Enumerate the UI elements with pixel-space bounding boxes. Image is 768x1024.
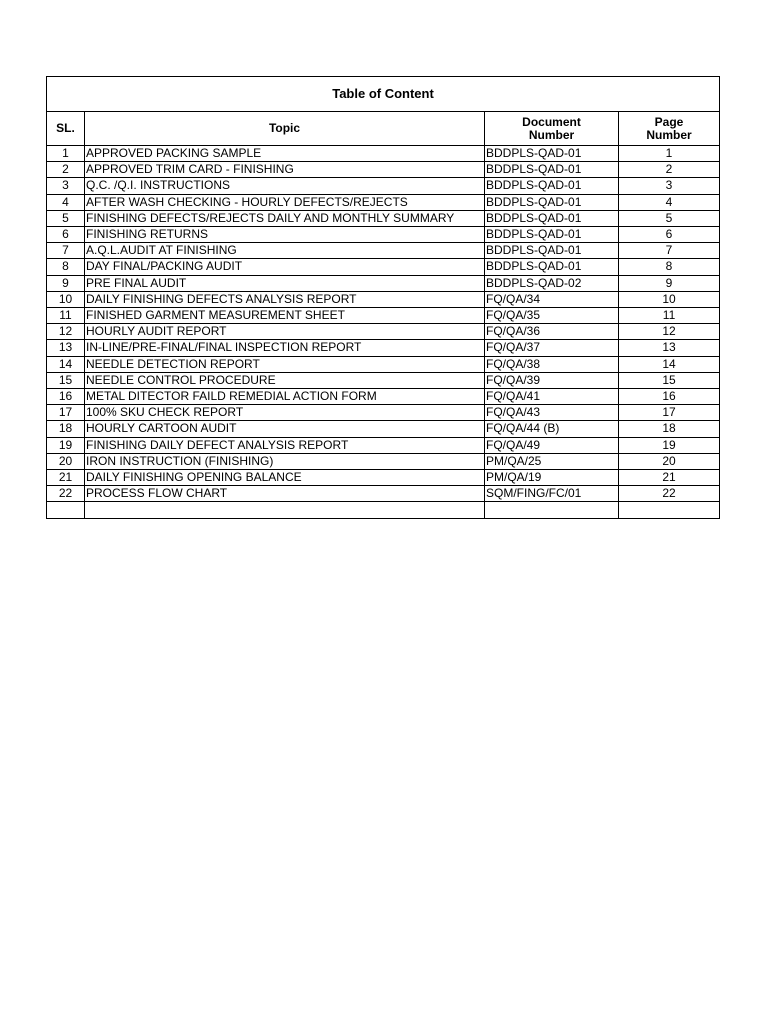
row-document-number: BDDPLS-QAD-01 (485, 146, 619, 162)
table-row (47, 324, 720, 340)
row-topic: A.Q.L.AUDIT AT FINISHING (85, 243, 485, 259)
row-page-number: 13 (619, 340, 720, 356)
row-topic: NEEDLE CONTROL PROCEDURE (85, 372, 485, 388)
row-topic: DAILY FINISHING DEFECTS ANALYSIS REPORT (85, 291, 485, 307)
row-sl: 15 (47, 372, 85, 388)
table-row (47, 308, 720, 324)
row-topic: IN-LINE/PRE-FINAL/FINAL INSPECTION REPORT (85, 340, 485, 356)
row-document-number: BDDPLS-QAD-02 (485, 275, 619, 291)
row-sl: 4 (47, 194, 85, 210)
header-page-line2: Number (646, 127, 692, 142)
row-page-number: 22 (619, 486, 720, 502)
row-document-number: FQ/QA/39 (485, 372, 619, 388)
table-row (47, 259, 720, 275)
row-page-number: 1 (619, 146, 720, 162)
row-page-number: 10 (619, 291, 720, 307)
table-row (47, 194, 720, 210)
row-document-number: BDDPLS-QAD-01 (485, 178, 619, 194)
row-page-number: 15 (619, 372, 720, 388)
row-sl: 17 (47, 405, 85, 421)
empty-cell (85, 502, 485, 519)
row-document-number: FQ/QA/43 (485, 405, 619, 421)
row-document-number: FQ/QA/37 (485, 340, 619, 356)
table-row (47, 453, 720, 469)
row-page-number: 12 (619, 324, 720, 340)
row-sl: 5 (47, 210, 85, 226)
row-sl: 10 (47, 291, 85, 307)
empty-cell (619, 502, 720, 519)
row-sl: 3 (47, 178, 85, 194)
row-topic: 100% SKU CHECK REPORT (85, 405, 485, 421)
row-topic: APPROVED TRIM CARD - FINISHING (85, 162, 485, 178)
row-topic: FINISHED GARMENT MEASUREMENT SHEET (85, 308, 485, 324)
table-row (47, 356, 720, 372)
header-document-line2: Number (528, 127, 575, 142)
row-page-number: 7 (619, 243, 720, 259)
row-document-number: PM/QA/19 (485, 470, 619, 486)
header-document-line1: Document (522, 114, 581, 129)
table-row (47, 486, 720, 502)
row-topic: PRE FINAL AUDIT (85, 275, 485, 291)
row-document-number: FQ/QA/36 (485, 324, 619, 340)
row-document-number: BDDPLS-QAD-01 (485, 227, 619, 243)
table-row (47, 372, 720, 388)
table-body (47, 146, 720, 519)
table-row (47, 210, 720, 226)
row-page-number: 3 (619, 178, 720, 194)
row-topic: HOURLY AUDIT REPORT (85, 324, 485, 340)
row-topic: METAL DITECTOR FAILD REMEDIAL ACTION FORM (85, 389, 485, 405)
table-row (47, 405, 720, 421)
row-page-number: 5 (619, 210, 720, 226)
table-row (47, 243, 720, 259)
table-row (47, 389, 720, 405)
row-topic: Q.C. /Q.I. INSTRUCTIONS (85, 178, 485, 194)
table-row (47, 291, 720, 307)
table-row (47, 162, 720, 178)
row-page-number: 6 (619, 227, 720, 243)
row-document-number: FQ/QA/35 (485, 308, 619, 324)
row-sl: 14 (47, 356, 85, 372)
row-sl: 2 (47, 162, 85, 178)
row-sl: 22 (47, 486, 85, 502)
row-page-number: 18 (619, 421, 720, 437)
row-page-number: 4 (619, 194, 720, 210)
row-topic: NEEDLE DETECTION REPORT (85, 356, 485, 372)
table-row (47, 421, 720, 437)
row-page-number: 11 (619, 308, 720, 324)
empty-row (47, 502, 720, 519)
row-topic: DAILY FINISHING OPENING BALANCE (85, 470, 485, 486)
row-document-number: FQ/QA/38 (485, 356, 619, 372)
row-page-number: 14 (619, 356, 720, 372)
row-topic: HOURLY CARTOON AUDIT (85, 421, 485, 437)
row-sl: 9 (47, 275, 85, 291)
row-topic: DAY FINAL/PACKING AUDIT (85, 259, 485, 275)
table-row (47, 470, 720, 486)
header-page-number (619, 112, 720, 146)
row-topic: APPROVED PACKING SAMPLE (85, 146, 485, 162)
row-sl: 7 (47, 243, 85, 259)
row-topic: AFTER WASH CHECKING - HOURLY DEFECTS/REJECTS (85, 194, 485, 210)
row-sl: 21 (47, 470, 85, 486)
row-page-number: 16 (619, 389, 720, 405)
row-document-number: PM/QA/25 (485, 453, 619, 469)
row-page-number: 21 (619, 470, 720, 486)
table-row (47, 227, 720, 243)
header-sl: SL. (47, 112, 85, 146)
row-sl: 19 (47, 437, 85, 453)
table-row (47, 146, 720, 162)
row-document-number: FQ/QA/34 (485, 291, 619, 307)
row-document-number: SQM/FING/FC/01 (485, 486, 619, 502)
row-topic: FINISHING RETURNS (85, 227, 485, 243)
row-topic: FINISHING DEFECTS/REJECTS DAILY AND MONTHLY SUMMARY (85, 210, 485, 226)
row-sl: 13 (47, 340, 85, 356)
header-row (47, 112, 720, 146)
row-page-number: 2 (619, 162, 720, 178)
row-sl: 16 (47, 389, 85, 405)
table-row (47, 178, 720, 194)
header-page-line1: Page (654, 114, 684, 129)
row-sl: 8 (47, 259, 85, 275)
row-page-number: 17 (619, 405, 720, 421)
row-document-number: BDDPLS-QAD-01 (485, 243, 619, 259)
header-document-number (485, 112, 619, 146)
row-document-number: FQ/QA/44 (B) (485, 421, 619, 437)
row-page-number: 19 (619, 437, 720, 453)
empty-cell (47, 502, 85, 519)
empty-cell (485, 502, 619, 519)
row-sl: 1 (47, 146, 85, 162)
header-topic: Topic (85, 112, 485, 146)
row-document-number: FQ/QA/49 (485, 437, 619, 453)
row-page-number: 20 (619, 453, 720, 469)
row-sl: 6 (47, 227, 85, 243)
row-document-number: BDDPLS-QAD-01 (485, 162, 619, 178)
row-topic: PROCESS FLOW CHART (85, 486, 485, 502)
row-document-number: BDDPLS-QAD-01 (485, 259, 619, 275)
row-sl: 11 (47, 308, 85, 324)
row-sl: 20 (47, 453, 85, 469)
table-row (47, 275, 720, 291)
row-document-number: BDDPLS-QAD-01 (485, 194, 619, 210)
table-title: Table of Content (47, 77, 720, 112)
row-document-number: BDDPLS-QAD-01 (485, 210, 619, 226)
row-document-number: FQ/QA/41 (485, 389, 619, 405)
row-topic: IRON INSTRUCTION (FINISHING) (85, 453, 485, 469)
row-topic: FINISHING DAILY DEFECT ANALYSIS REPORT (85, 437, 485, 453)
row-page-number: 8 (619, 259, 720, 275)
row-page-number: 9 (619, 275, 720, 291)
row-sl: 12 (47, 324, 85, 340)
table-of-content (46, 76, 720, 519)
table-row (47, 437, 720, 453)
table-row (47, 340, 720, 356)
row-sl: 18 (47, 421, 85, 437)
